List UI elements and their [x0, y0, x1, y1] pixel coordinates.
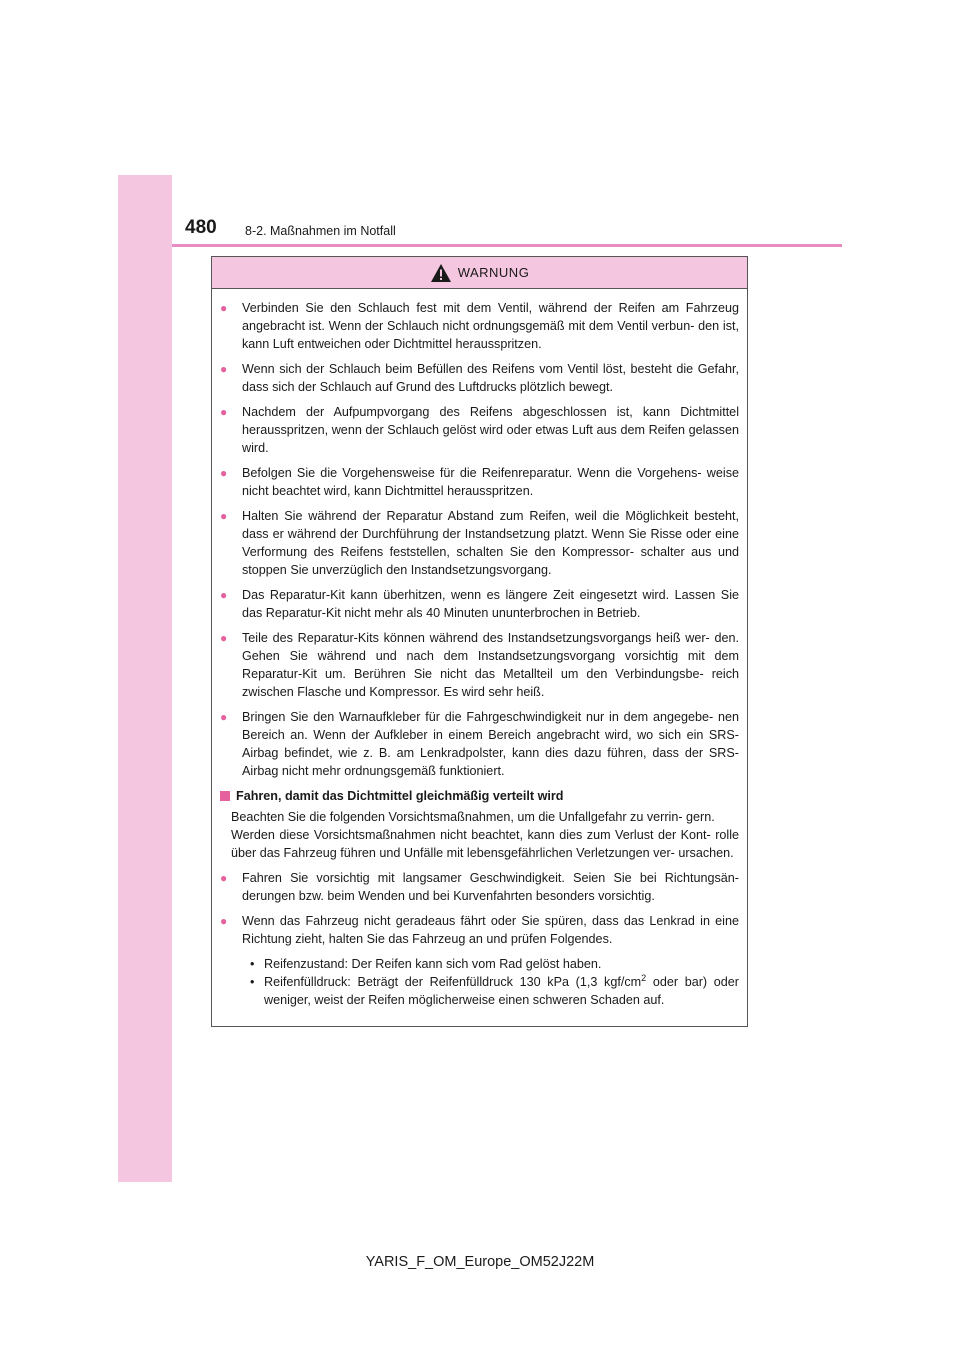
warning-bullet: ● Befolgen Sie die Vorgehensweise für die Reifenreparatur. Wenn die Vorgehens- weise nicht beachtet wird, kann Dichtmittel herausspritzen. [220, 466, 739, 498]
warning-bullet: ● Teile des Reparatur-Kits können während des Instandsetzungsvorgangs heiß wer- den. Gehen Sie während und nach dem Instandsetzungsvorgang vorsichtig mit dem Reparatur-Kit um. Berühren Sie nicht das Metallteil um den Verbindungsbe- reich zwischen Flasche und Kompressor. Es wird sehr heiß. [220, 631, 739, 699]
bullet-dot-icon: ● [220, 405, 228, 419]
bullet-dot-icon: ● [220, 301, 228, 315]
document-id: YARIS_F_OM_Europe_OM52J22M [365, 1254, 595, 1270]
check-list [250, 955, 739, 1009]
warning-bullet: ● Bringen Sie den Warnaufkleber für die Fahrgeschwindigkeit nur in dem angegebe- nen Bereich an. Wenn der Aufkleber in einem Bereich angebracht wird, wo sich ein SRS-Airbag befindet, wie z. B. am Lenkradpolster, kann dies dazu führen, dass der SRS-Airbag nicht mehr ordnungsgemäß funktioniert. [220, 710, 739, 778]
bullet-dot-icon: ● [220, 871, 228, 885]
section-title: 8-2. Maßnahmen im Notfall [245, 224, 396, 238]
warning-box [211, 256, 748, 1027]
warning-bullet: ● Das Reparatur-Kit kann überhitzen, wenn es längere Zeit eingesetzt wird. Lassen Sie das Reparatur-Kit nicht mehr als 40 Minuten ununterbrochen in Betrieb. [220, 588, 739, 620]
warning-triangle-icon [430, 263, 452, 283]
driving-paragraph: Werden diese Vorsichtsmaßnahmen nicht beachtet, kann dies zum Verlust der Kont- rolle über das Fahrzeug führen und Unfälle mit lebensgefährlichen Verletzungen ver- ursachen. [231, 828, 739, 860]
bullet-dot-icon: ● [220, 588, 228, 602]
bullet-dot-icon: ● [220, 631, 228, 645]
bullet-dot-icon: ● [220, 914, 228, 928]
warning-bullet: ● Verbinden Sie den Schlauch fest mit dem Ventil, während der Reifen am Fahrzeug angebracht ist. Wenn der Schlauch nicht ordnungsgemäß mit dem Ventil verbun- den ist, kann Luft entweichen oder Dichtmittel herausspritzen. [220, 301, 739, 351]
warning-bullet: ● Halten Sie während der Reparatur Abstand zum Reifen, weil die Möglichkeit besteht, dass er während der Durchführung der Instandsetzung platzt. Wenn Sie Risse oder eine Verformung des Reifens feststellen, schalten Sie den Kompressor- schalter aus und stoppen Sie unverzüglich den Instandsetzungsvorgang. [220, 509, 739, 577]
driving-bullet: ● Fahren Sie vorsichtig mit langsamer Geschwindigkeit. Seien Sie bei Richtungsän- derungen bzw. beim Wenden und bei Kurvenfahrten besonders vorsichtig. [220, 871, 739, 903]
driving-bullet: ● Wenn das Fahrzeug nicht geradeaus fährt oder Sie spüren, dass das Lenkrad in eine Richtung zieht, halten Sie das Fahrzeug an und prüfen Folgendes. [220, 914, 739, 946]
warning-body [212, 289, 747, 1009]
header-rule [172, 244, 842, 247]
bullet-dot-icon: ● [220, 362, 228, 376]
warning-title: WARNUNG [457, 265, 530, 280]
bullet-dot-icon: ● [220, 710, 228, 724]
small-dot-icon: • [250, 957, 255, 971]
warning-bullet: ● Nachdem der Aufpumpvorgang des Reifens abgeschlossen ist, kann Dichtmittel herausspritzen, wenn der Schlauch gelöst wird oder etwas Luft aus dem Reifen gelassen wird. [220, 405, 739, 455]
warning-header [212, 257, 747, 289]
check-item: • Reifenzustand: Der Reifen kann sich vom Rad gelöst haben. [250, 957, 602, 971]
driving-subheading: Fahren, damit das Dichtmittel gleichmäßig verteilt wird [220, 787, 739, 805]
warning-bullet: ● Wenn sich der Schlauch beim Befüllen des Reifens vom Ventil löst, besteht die Gefahr, dass sich der Schlauch auf Grund des Luftdrucks plötzlich bewegt. [220, 362, 739, 394]
square-bullet-icon [220, 791, 230, 801]
side-thumb-band [118, 175, 172, 1182]
driving-paragraph: Beachten Sie die folgenden Vorsichtsmaßnahmen, um die Unfallgefahr zu verrin- gern. [231, 810, 715, 824]
small-dot-icon: • [250, 975, 255, 989]
page-number: 480 [185, 217, 217, 238]
check-item: • Reifenfülldruck: Beträgt der Reifenfülldruck 130 kPa (1,3 kgf/$cm^2$ oder bar) oder weniger, weist der Reifen möglicherweise einen schweren Schaden auf. [250, 972, 739, 1007]
bullet-dot-icon: ● [220, 509, 228, 523]
bullet-dot-icon: ● [220, 466, 228, 480]
